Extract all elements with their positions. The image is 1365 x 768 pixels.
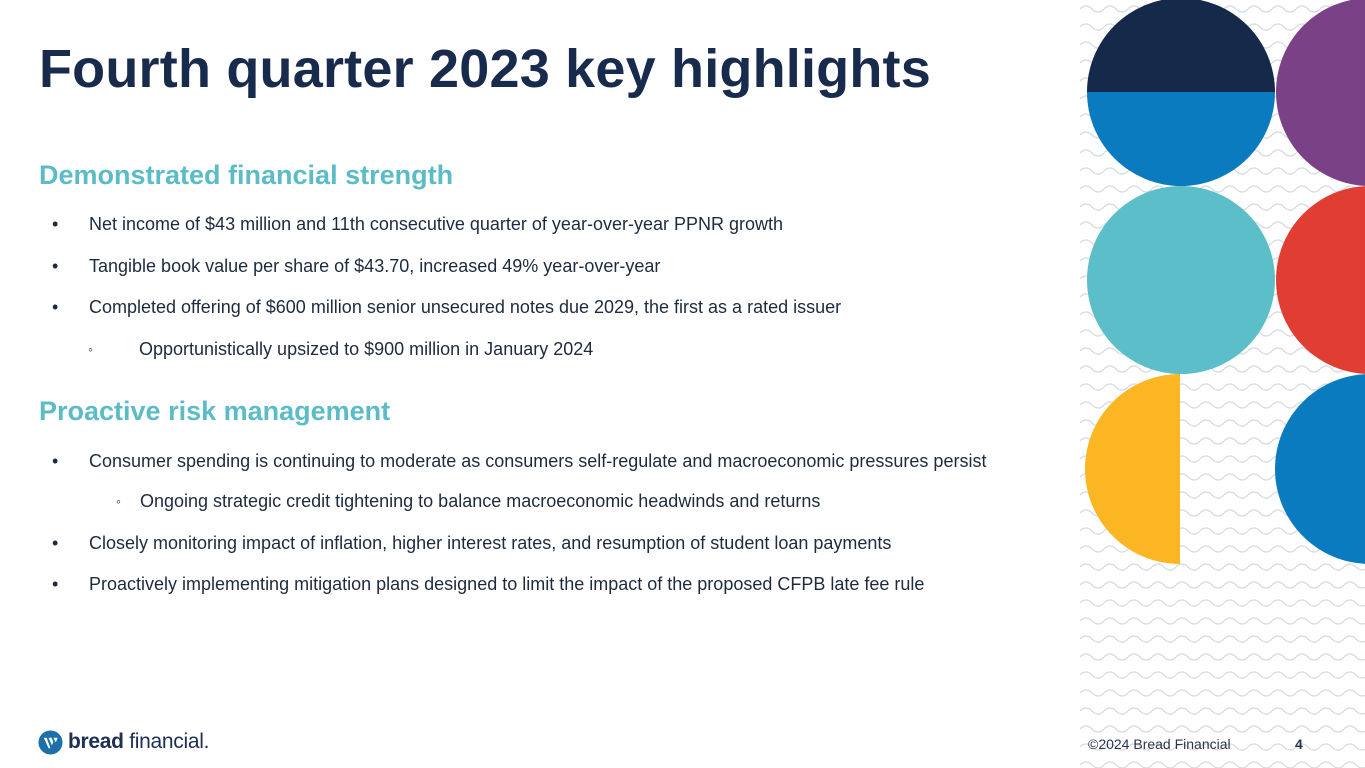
list-item-text: Ongoing strategic credit tightening to balance macroeconomic headwinds and returns [140,491,821,511]
slide-title: Fourth quarter 2023 key highlights [39,39,931,99]
list-item-text: Proactively implementing mitigation plans designed to limit the impact of the proposed CFPB late fee rule [89,574,925,594]
bread-financial-logo [38,729,209,755]
list-item-text: Completed offering of $600 million senior unsecured notes due 2029, the first as a rated issuer [89,297,842,317]
decorative-graphic [1080,0,1365,768]
logo-wordmark: bread financial. [68,730,210,753]
sub-bullet-marker: ◦ [88,341,93,357]
list-item-text: Consumer spending is continuing to moderate as consumers self-regulate and macroeconomic pressures persist [89,451,987,471]
page-number: 4 [1295,736,1303,752]
bullet-marker: • [52,574,59,594]
list-item-text: Opportunistically upsized to $900 million in January 2024 [139,339,594,359]
circle-navy-blue-icon [1087,0,1275,186]
bullet-marker: • [52,256,59,276]
bullet-marker: • [52,451,59,471]
sub-bullet-marker: ◦ [116,493,121,509]
bullet-marker: • [52,533,59,553]
circle-teal-icon [1087,186,1275,374]
bread-logo-icon [38,730,63,755]
list-item-text: Net income of $43 million and 11th consecutive quarter of year-over-year PPNR growth [89,214,784,234]
section-heading-financial-strength: Demonstrated financial strength [39,160,454,190]
list-item-text: Closely monitoring impact of inflation, higher interest rates, and resumption of student loan payments [89,533,892,553]
bullet-marker: • [52,297,59,317]
list-item-text: Tangible book value per share of $43.70, increased 49% year-over-year [89,256,661,276]
section-heading-risk-management: Proactive risk management [39,396,391,426]
bullet-marker: • [52,214,59,234]
copyright-text: ©2024 Bread Financial [1088,736,1231,752]
